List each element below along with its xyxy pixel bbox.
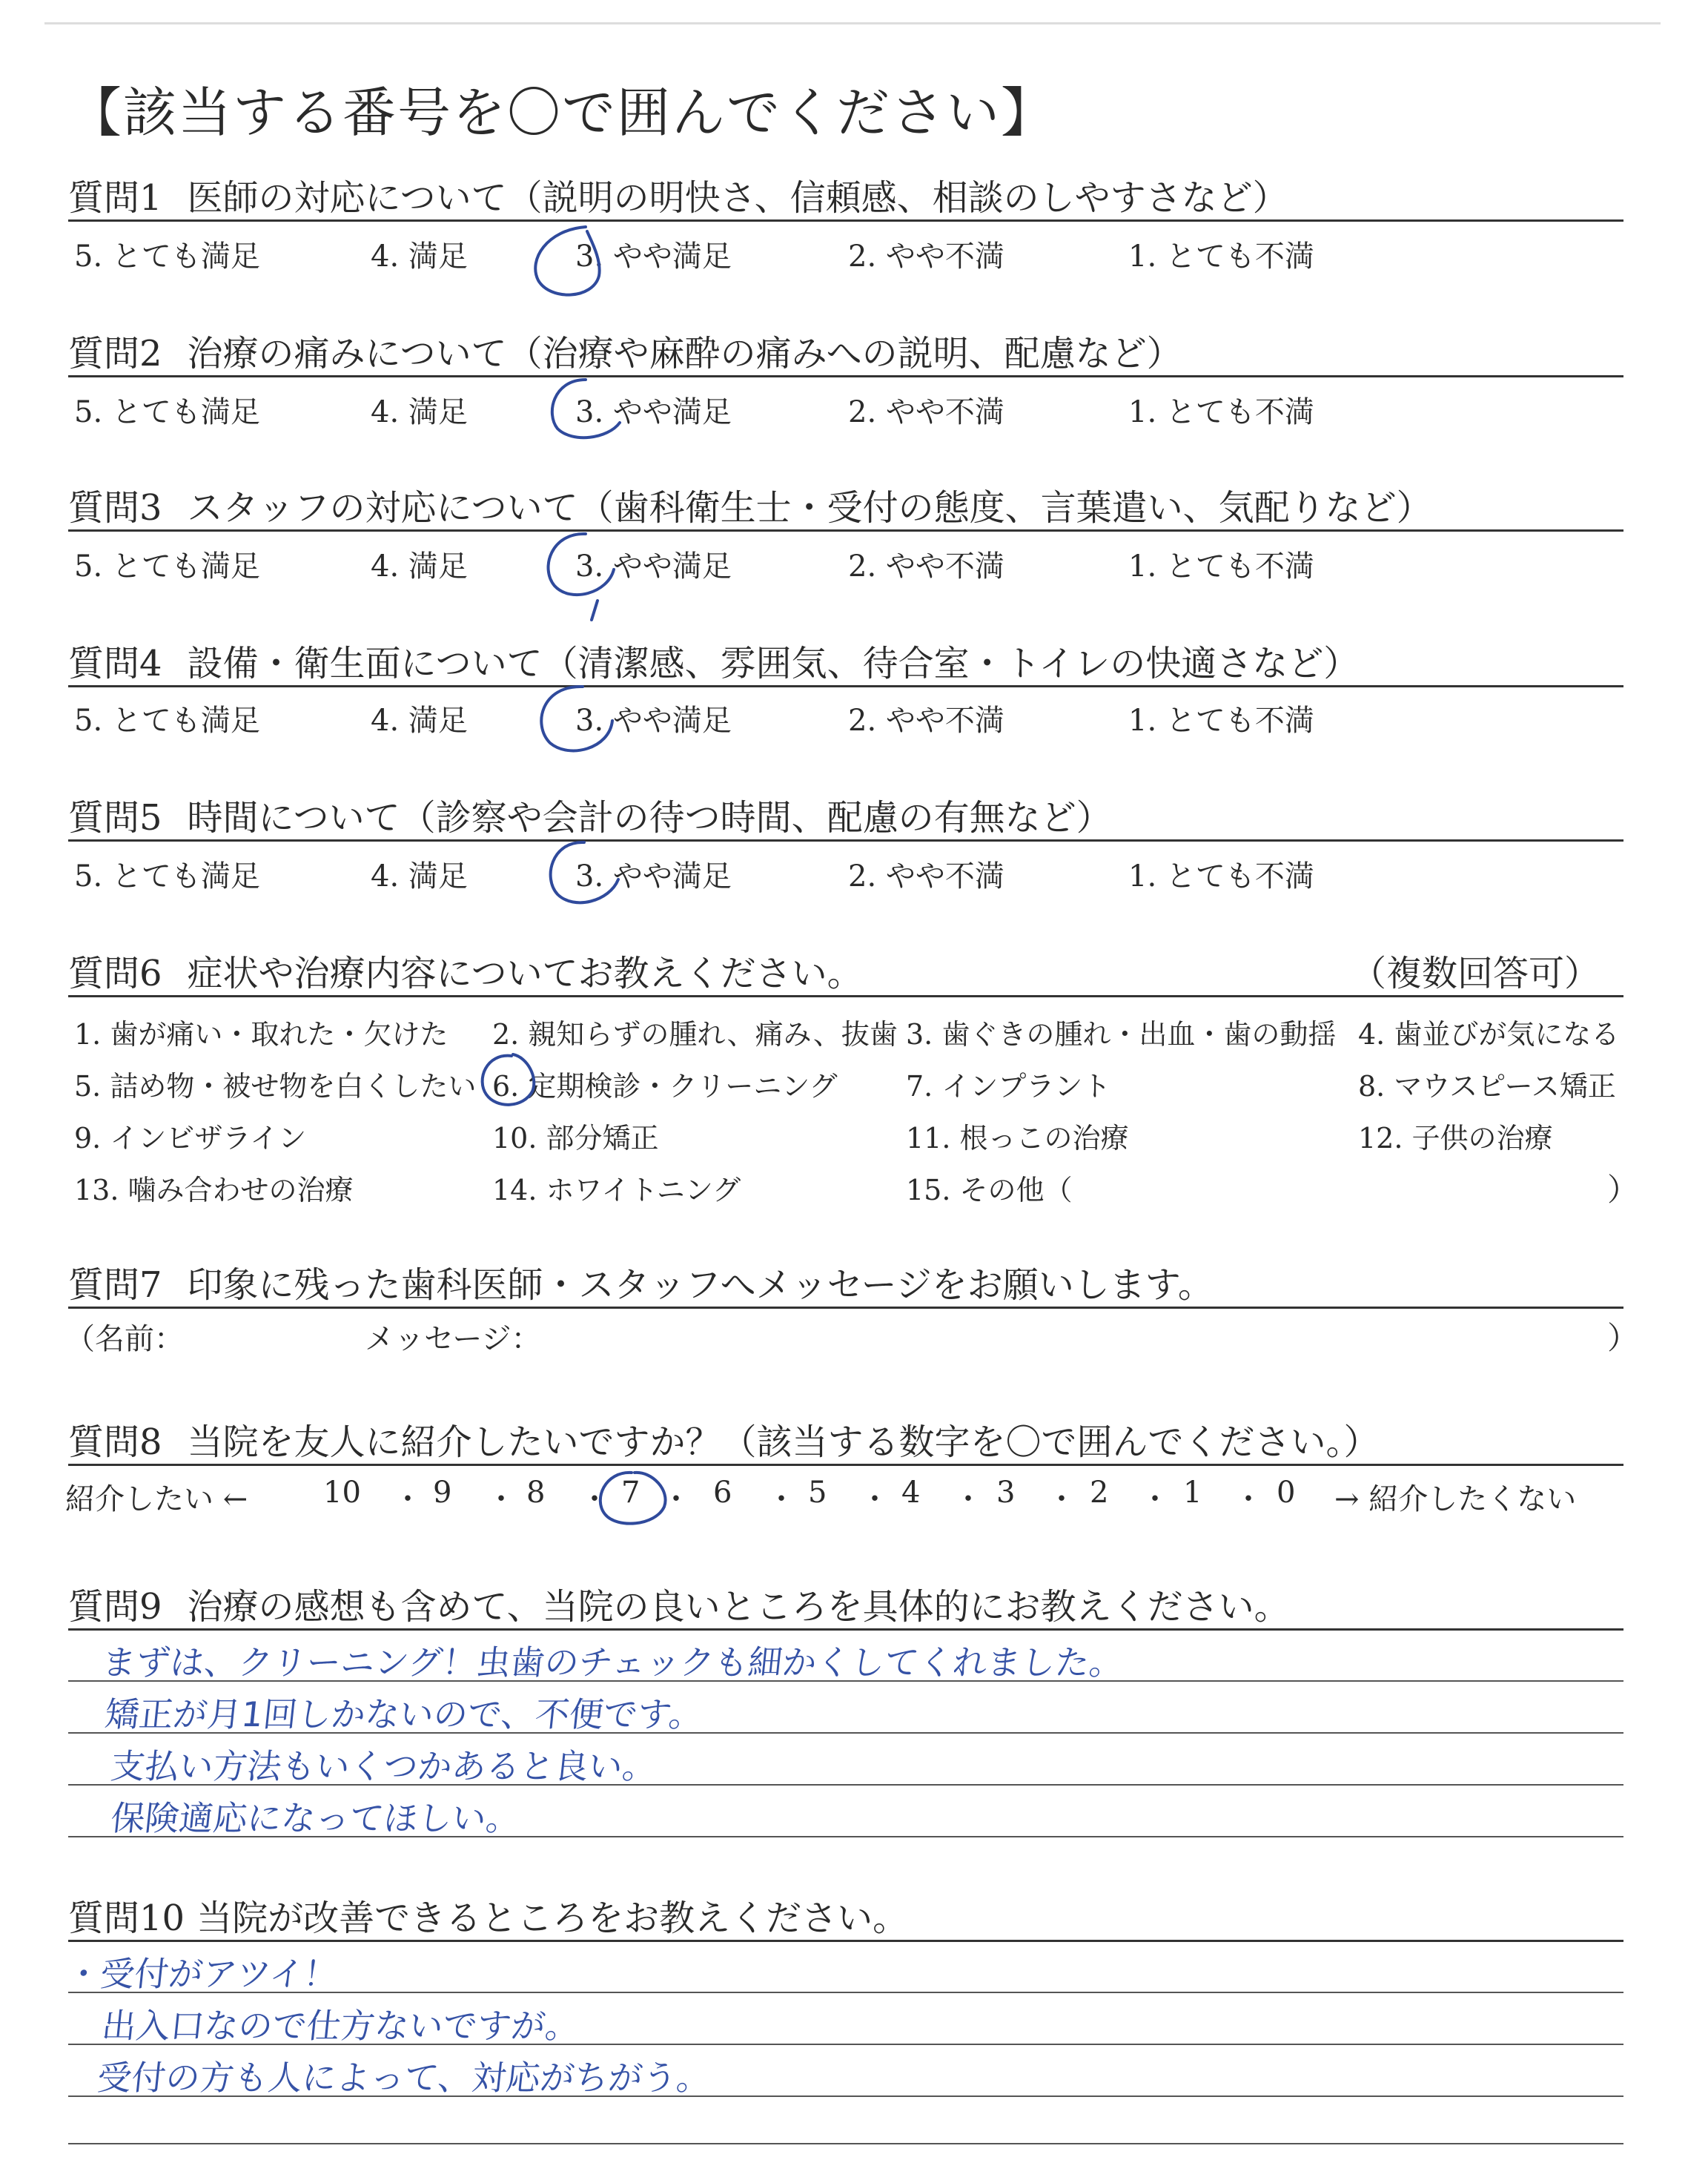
scale-3[interactable]: 3 xyxy=(996,1476,1016,1510)
scale-right-label: → 紹介したくない xyxy=(1334,1482,1577,1516)
question-6-text: 症状や治療内容についてお教えください。 xyxy=(187,953,863,994)
q6-option-6[interactable]: 6. 定期検診・クリーニング xyxy=(492,1070,838,1103)
scale-separator: ・ xyxy=(393,1482,423,1516)
q6-option-5[interactable]: 5. 詰め物・被せ物を白くしたい xyxy=(74,1070,477,1103)
q5-option-4[interactable]: 4. 満足 xyxy=(371,859,468,894)
question-10-text: 当院が改善できるところをお教えください。 xyxy=(196,1898,909,1939)
q4-option-2[interactable]: 2. やや不満 xyxy=(848,704,1004,738)
question-4-text: 設備・衛生面について（清潔感、雰囲気、待合室・トイレの快適さなど） xyxy=(187,643,1360,684)
scale-separator: ・ xyxy=(860,1482,890,1516)
question-9-rule xyxy=(68,1628,1623,1631)
scale-1[interactable]: 1 xyxy=(1183,1476,1202,1510)
q5-option-3[interactable]: 3. やや満足 xyxy=(575,859,732,894)
q6-option-13[interactable]: 13. 噛み合わせの治療 xyxy=(74,1174,354,1206)
question-2-heading xyxy=(68,325,1182,376)
question-2-label: 質問2 xyxy=(68,333,162,374)
q6-option-10[interactable]: 10. 部分矯正 xyxy=(492,1122,659,1155)
question-2-rule xyxy=(68,375,1623,377)
question-7-heading xyxy=(68,1256,1214,1307)
q4-option-5[interactable]: 5. とても満足 xyxy=(74,704,260,738)
scale-7[interactable]: 7 xyxy=(621,1476,640,1510)
scale-separator: ・ xyxy=(953,1482,983,1516)
q5-option-5[interactable]: 5. とても満足 xyxy=(74,859,260,894)
q9-answer-line-3: 支払い方法もいくつかあると良い。 xyxy=(108,1746,659,1786)
scale-5[interactable]: 5 xyxy=(808,1476,827,1510)
q10-answer-line-1: ・受付がアツイ！ xyxy=(64,1954,340,1994)
question-1-label: 質問1 xyxy=(68,177,162,219)
question-8-heading xyxy=(68,1413,1380,1464)
scale-10[interactable]: 10 xyxy=(323,1476,361,1510)
question-3-text: スタッフの対応について（歯科衛生士・受付の態度、言葉遣い、気配りなど） xyxy=(187,487,1432,529)
q6-option-12[interactable]: 12. 子供の治療 xyxy=(1358,1122,1553,1155)
q5-option-1[interactable]: 1. とても不満 xyxy=(1128,859,1314,894)
q6-option-2[interactable]: 2. 親知らずの腫れ、痛み、抜歯 xyxy=(492,1018,898,1051)
scale-separator: ・ xyxy=(580,1482,609,1516)
question-5-label: 質問5 xyxy=(68,797,162,839)
q1-option-5[interactable]: 5. とても満足 xyxy=(74,240,260,274)
scale-0[interactable]: 0 xyxy=(1277,1476,1296,1510)
q10-answer-line-3: 受付の方も人によって、対応がちがう。 xyxy=(95,2058,713,2098)
q9-answer-line-4: 保険適応になってほしい。 xyxy=(108,1798,523,1838)
scale-separator: ・ xyxy=(1234,1482,1263,1516)
q2-option-5[interactable]: 5. とても満足 xyxy=(74,395,260,429)
q6-option-8[interactable]: 8. マウスピース矯正 xyxy=(1358,1070,1616,1103)
question-10-heading xyxy=(68,1889,908,1941)
q5-option-2[interactable]: 2. やや不満 xyxy=(848,859,1004,894)
q2-option-1[interactable]: 1. とても不満 xyxy=(1128,395,1314,429)
question-10-label: 質問10 xyxy=(68,1898,185,1939)
q1-option-2[interactable]: 2. やや不満 xyxy=(848,240,1004,274)
q6-option-3[interactable]: 3. 歯ぐきの腫れ・出血・歯の動揺 xyxy=(906,1018,1337,1051)
q9-answer-line-2: 矯正が月1回しかないので、不便です。 xyxy=(102,1694,706,1734)
q6-other-close-paren: ） xyxy=(1607,1172,1639,1208)
q3-option-5[interactable]: 5. とても満足 xyxy=(74,549,260,584)
q1-option-4[interactable]: 4. 満足 xyxy=(371,240,468,274)
q6-option-4[interactable]: 4. 歯並びが気になる xyxy=(1358,1018,1620,1051)
q6-option-11[interactable]: 11. 根っこの治療 xyxy=(906,1122,1129,1155)
scale-4[interactable]: 4 xyxy=(901,1476,921,1510)
q6-option-7[interactable]: 7. インプラント xyxy=(906,1070,1111,1103)
question-7-rule xyxy=(68,1307,1623,1309)
page-title: 【該当する番号を〇で囲んでください】 xyxy=(68,82,1056,144)
scale-separator: ・ xyxy=(1140,1482,1170,1516)
answer-line xyxy=(68,2143,1623,2144)
question-2-text: 治療の痛みについて（治療や麻酔の痛みへの説明、配慮など） xyxy=(187,333,1182,374)
q7-close-paren: ） xyxy=(1607,1320,1639,1356)
question-1-text: 医師の対応について（説明の明快さ、信頼感、相談のしやすさなど） xyxy=(187,177,1288,219)
question-5-rule xyxy=(68,839,1623,842)
question-1-rule xyxy=(68,219,1623,222)
scale-2[interactable]: 2 xyxy=(1090,1476,1109,1510)
scale-left-label: 紹介したい ← xyxy=(65,1482,248,1516)
top-edge-line xyxy=(44,22,1661,24)
question-1-heading xyxy=(68,169,1288,220)
question-8-text: 当院を友人に紹介したいですか？（該当する数字を〇で囲んでください。） xyxy=(187,1421,1380,1463)
multiple-answers-note: （複数回答可） xyxy=(1350,953,1600,994)
question-6-heading xyxy=(68,945,863,996)
q3-option-4[interactable]: 4. 満足 xyxy=(371,549,468,584)
question-8-rule xyxy=(68,1464,1623,1466)
q4-option-1[interactable]: 1. とても不満 xyxy=(1128,704,1314,738)
q6-option-15[interactable]: 15. その他（ xyxy=(906,1174,1073,1206)
question-10-rule xyxy=(68,1940,1623,1942)
q6-option-1[interactable]: 1. 歯が痛い・取れた・欠けた xyxy=(74,1018,448,1051)
question-3-heading xyxy=(68,479,1432,530)
question-3-label: 質問3 xyxy=(68,487,162,529)
scale-8[interactable]: 8 xyxy=(526,1476,546,1510)
question-9-heading xyxy=(68,1578,1290,1629)
q1-option-1[interactable]: 1. とても不満 xyxy=(1128,240,1314,274)
scale-separator: ・ xyxy=(661,1482,691,1516)
q3-option-2[interactable]: 2. やや不満 xyxy=(848,549,1004,584)
question-5-text: 時間について（診察や会計の待つ時間、配慮の有無など） xyxy=(187,797,1112,839)
q2-option-4[interactable]: 4. 満足 xyxy=(371,395,468,429)
scale-6[interactable]: 6 xyxy=(713,1476,732,1510)
q4-option-4[interactable]: 4. 満足 xyxy=(371,704,468,738)
q9-answer-line-1: まずは、クリーニング！虫歯のチェックも細かくしてくれました。 xyxy=(99,1642,1126,1682)
message-field-label[interactable]: メッセージ： xyxy=(365,1322,541,1356)
q3-option-3[interactable]: 3. やや満足 xyxy=(575,549,732,584)
question-6-label: 質問6 xyxy=(68,953,162,994)
question-7-text: 印象に残った歯科医師・スタッフへメッセージをお願いします。 xyxy=(187,1264,1214,1306)
question-9-text: 治療の感想も含めて、当院の良いところを具体的にお教えください。 xyxy=(187,1586,1290,1628)
question-4-rule xyxy=(68,685,1623,687)
q3-option-1[interactable]: 1. とても不満 xyxy=(1128,549,1314,584)
question-3-rule xyxy=(68,529,1623,532)
question-8-label: 質問8 xyxy=(68,1421,162,1463)
q10-answer-line-2: 出入口なので仕方ないですが。 xyxy=(99,2006,582,2046)
question-9-label: 質問9 xyxy=(68,1586,162,1628)
q6-option-14[interactable]: 14. ホワイトニング xyxy=(492,1174,741,1206)
question-7-label: 質問7 xyxy=(68,1264,162,1306)
q4-option-3[interactable]: 3. やや満足 xyxy=(575,704,732,738)
scale-9[interactable]: 9 xyxy=(433,1476,452,1510)
scale-separator: ・ xyxy=(1047,1482,1076,1516)
question-4-heading xyxy=(68,635,1359,686)
scale-separator: ・ xyxy=(486,1482,516,1516)
q1-option-3[interactable]: 3. やや満足 xyxy=(575,240,732,274)
question-5-heading xyxy=(68,789,1112,840)
name-field-label[interactable]: （名前： xyxy=(65,1322,184,1356)
scale-separator: ・ xyxy=(767,1482,796,1516)
question-6-rule xyxy=(68,995,1623,997)
q2-option-3[interactable]: 3. やや満足 xyxy=(575,395,732,429)
q2-option-2[interactable]: 2. やや不満 xyxy=(848,395,1004,429)
question-4-label: 質問4 xyxy=(68,643,162,684)
q6-option-9[interactable]: 9. インビザライン xyxy=(74,1122,307,1155)
